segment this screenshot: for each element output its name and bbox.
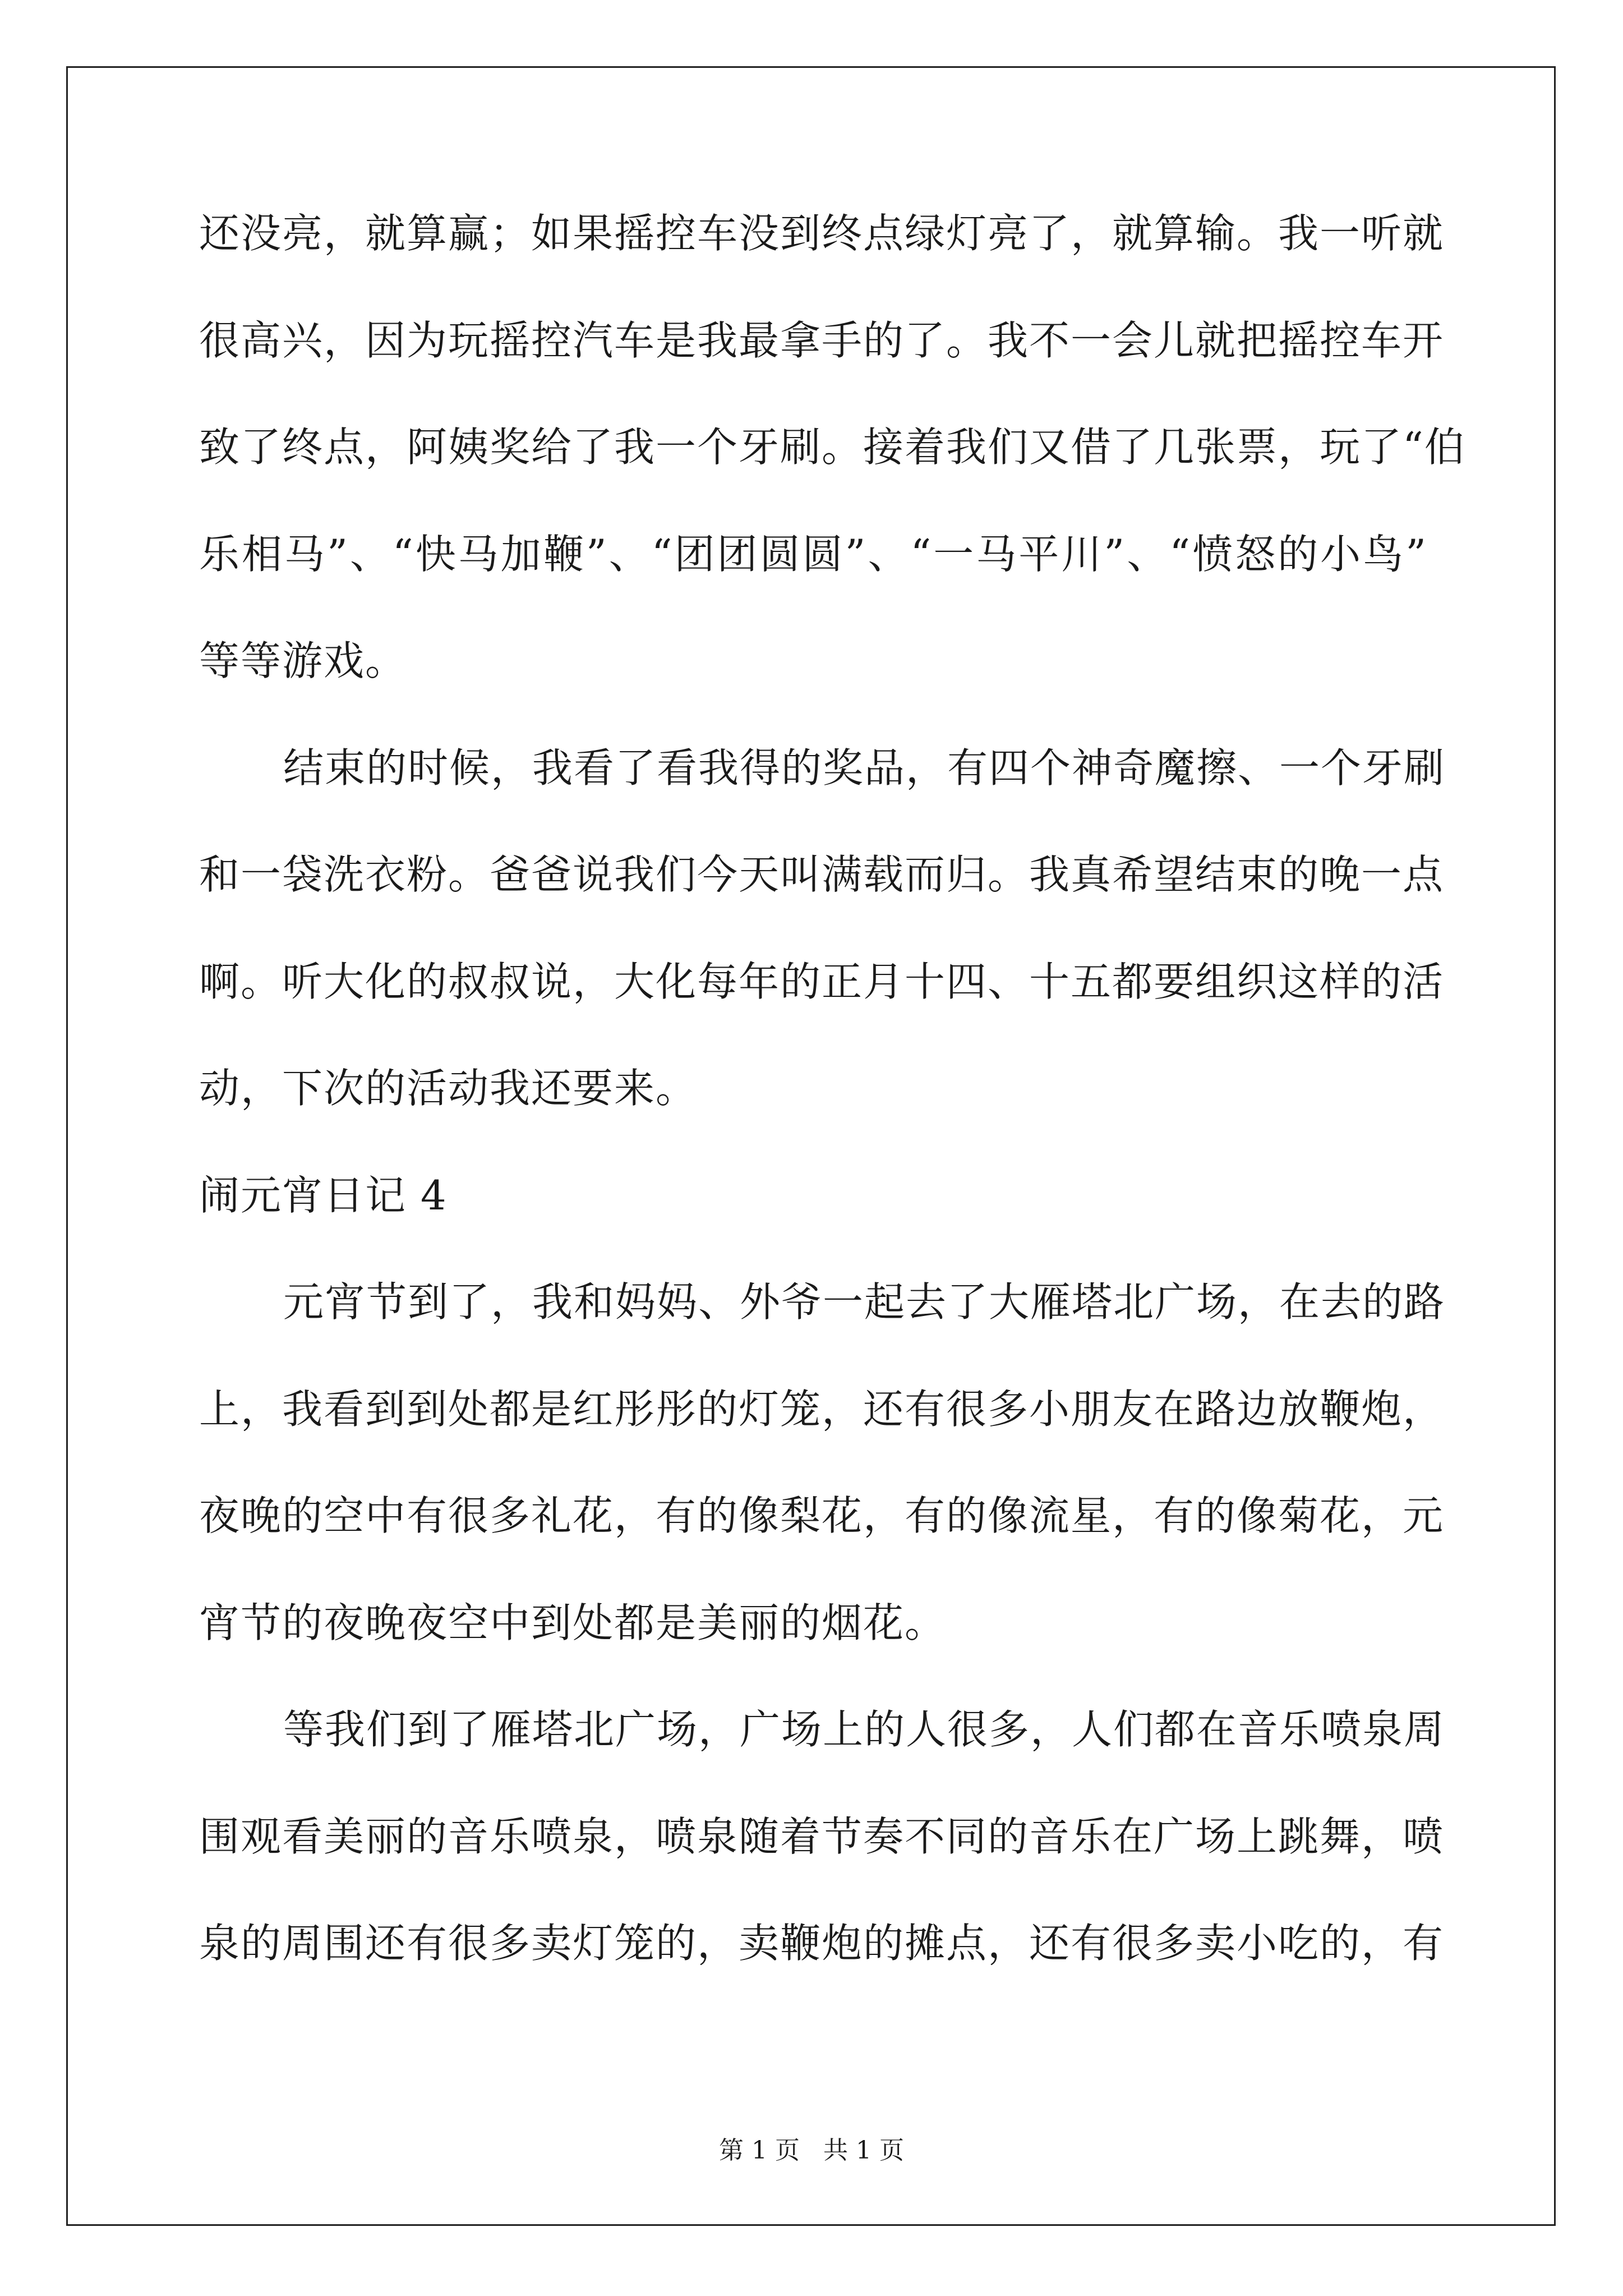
text-line: 啊。听大化的叔叔说，大化每年的正月十四、十五都要组织这样的活 bbox=[199, 958, 1445, 1005]
page-border bbox=[66, 66, 1556, 2226]
text-line: 夜晚的空中有很多礼花，有的像梨花，有的像流星，有的像菊花，元 bbox=[199, 1492, 1445, 1539]
text-line: 致了终点，阿姨奖给了我一个牙刷。接着我们又借了几张票，玩了“伯 bbox=[199, 424, 1466, 471]
page-footer bbox=[0, 2138, 1623, 2163]
text-line: 还没亮，就算赢；如果摇控车没到终点绿灯亮了，就算输。我一听就 bbox=[199, 210, 1445, 257]
paragraph-first-line: 元宵节到了，我和妈妈、外爷一起去了大雁塔北广场，在去的路 bbox=[283, 1278, 1446, 1326]
text-line: 乐相马”、“快马加鞭”、“团团圆圆”、“一马平川”、“愤怒的小鸟” bbox=[199, 531, 1427, 578]
text-line: 上，我看到到处都是红彤彤的灯笼，还有很多小朋友在路边放鞭炮， bbox=[199, 1386, 1445, 1433]
section-heading: 闹元宵日记 4 bbox=[199, 1172, 448, 1219]
text-line: 围观看美丽的音乐喷泉，喷泉随着节奏不同的音乐在广场上跳舞，喷 bbox=[199, 1813, 1445, 1860]
text-line: 等等游戏。 bbox=[199, 637, 407, 684]
page-number: 第 1 页 bbox=[719, 2136, 800, 2165]
text-line: 和一袋洗衣粉。爸爸说我们今天叫满载而归。我真希望结束的晚一点 bbox=[199, 851, 1445, 898]
text-line: 动，下次的活动我还要来。 bbox=[199, 1065, 698, 1112]
paragraph-first-line: 结束的时候，我看了看我得的奖品，有四个神奇魔擦、一个牙刷 bbox=[283, 744, 1446, 792]
page-total: 共 1 页 bbox=[823, 2136, 904, 2165]
text-line: 宵节的夜晚夜空中到处都是美丽的烟花。 bbox=[199, 1599, 947, 1646]
paragraph-first-line: 等我们到了雁塔北广场，广场上的人很多，人们都在音乐喷泉周 bbox=[283, 1706, 1446, 1753]
text-line: 泉的周围还有很多卖灯笼的，卖鞭炮的摊点，还有很多卖小吃的，有 bbox=[199, 1920, 1445, 1967]
text-line: 很高兴，因为玩摇控汽车是我最拿手的了。我不一会儿就把摇控车开 bbox=[199, 317, 1445, 364]
